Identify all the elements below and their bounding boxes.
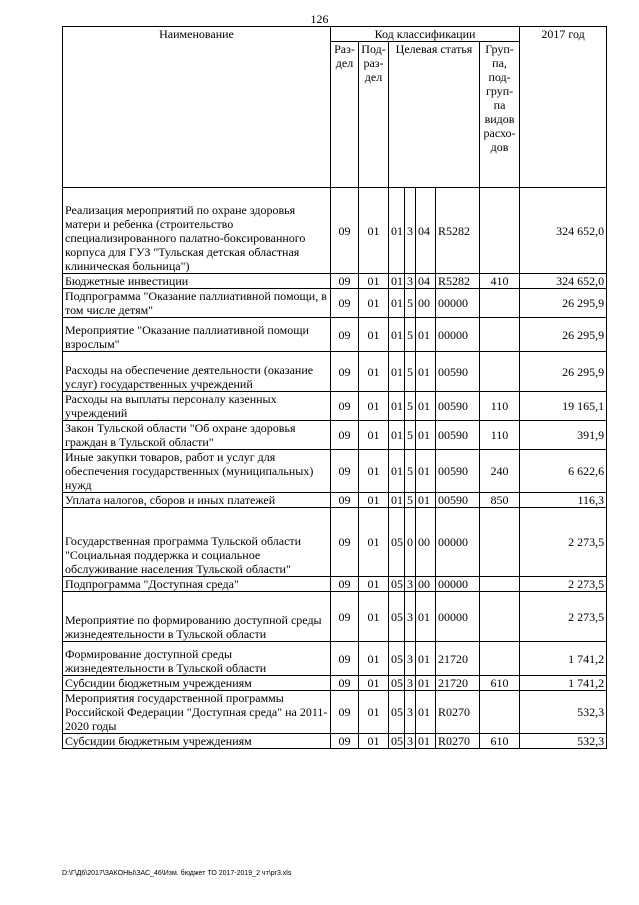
row-expense-type (480, 592, 520, 642)
row-program: 05 (389, 676, 405, 691)
row-direction: 00000 (436, 508, 480, 577)
row-event: 01 (416, 318, 436, 352)
row-event: 01 (416, 352, 436, 392)
row-section: 09 (331, 691, 359, 734)
row-program: 05 (389, 508, 405, 577)
row-subsection: 01 (359, 421, 389, 450)
row-amount: 26 295,9 (520, 289, 607, 318)
row-amount: 26 295,9 (520, 352, 607, 392)
budget-table (62, 26, 607, 749)
row-expense-type (480, 188, 520, 274)
row-amount: 2 273,5 (520, 592, 607, 642)
table-row (63, 450, 607, 493)
row-subprogram: 3 (405, 188, 416, 274)
row-subprogram: 5 (405, 392, 416, 421)
row-subsection: 01 (359, 691, 389, 734)
header-code-group: Код классификации (331, 27, 520, 42)
row-expense-type: 610 (480, 676, 520, 691)
table-row (63, 577, 607, 592)
table-row (63, 592, 607, 642)
row-section: 09 (331, 450, 359, 493)
row-program: 01 (389, 352, 405, 392)
row-subsection: 01 (359, 577, 389, 592)
row-amount: 324 652,0 (520, 274, 607, 289)
row-expense-type (480, 691, 520, 734)
row-direction: R5282 (436, 188, 480, 274)
table-row (63, 493, 607, 508)
table-row (63, 691, 607, 734)
row-amount: 2 273,5 (520, 508, 607, 577)
page-number: 126 (310, 12, 329, 26)
row-program: 01 (389, 188, 405, 274)
row-direction: 00590 (436, 392, 480, 421)
row-section: 09 (331, 274, 359, 289)
row-event: 00 (416, 508, 436, 577)
row-program: 05 (389, 691, 405, 734)
row-subprogram: 0 (405, 508, 416, 577)
row-direction: 21720 (436, 676, 480, 691)
row-amount: 26 295,9 (520, 318, 607, 352)
row-event: 01 (416, 734, 436, 749)
row-event: 00 (416, 289, 436, 318)
table-row (63, 508, 607, 577)
table-row (63, 676, 607, 691)
row-program: 01 (389, 493, 405, 508)
header-section: Раз- дел (331, 42, 359, 188)
row-expense-type: 410 (480, 274, 520, 289)
row-subsection: 01 (359, 508, 389, 577)
row-subsection: 01 (359, 392, 389, 421)
row-name: Реализация мероприятий по охране здоровья матери и ребенка (строительство специализированного палатно-боксированного корпуса для ГУЗ "Тульская детская областная клиническая больница") (63, 188, 331, 274)
row-event: 01 (416, 493, 436, 508)
row-subprogram: 5 (405, 421, 416, 450)
row-event: 00 (416, 577, 436, 592)
row-section: 09 (331, 421, 359, 450)
row-name: Мероприятие по формированию доступной среды жизнедеятельности в Тульской области (63, 592, 331, 642)
row-name: Государственная программа Тульской области "Социальная поддержка и социальное обслуживание населения Тульской области" (63, 508, 331, 577)
row-section: 09 (331, 676, 359, 691)
row-name: Мероприятие "Оказание паллиативной помощи взрослым" (63, 318, 331, 352)
row-section: 09 (331, 318, 359, 352)
row-name: Подпрограмма "Оказание паллиативной помощи, в том числе детям" (63, 289, 331, 318)
row-amount: 1 741,2 (520, 676, 607, 691)
row-event: 01 (416, 592, 436, 642)
row-direction: 00000 (436, 318, 480, 352)
row-expense-type (480, 289, 520, 318)
row-expense-type: 610 (480, 734, 520, 749)
row-program: 05 (389, 642, 405, 676)
row-event: 04 (416, 188, 436, 274)
row-subprogram: 3 (405, 592, 416, 642)
row-amount: 1 741,2 (520, 642, 607, 676)
row-amount: 2 273,5 (520, 577, 607, 592)
row-expense-type (480, 577, 520, 592)
row-expense-type (480, 642, 520, 676)
table-row (63, 392, 607, 421)
row-event: 01 (416, 421, 436, 450)
row-program: 01 (389, 392, 405, 421)
row-program: 01 (389, 421, 405, 450)
row-subprogram: 5 (405, 318, 416, 352)
row-direction: 00590 (436, 450, 480, 493)
row-program: 01 (389, 318, 405, 352)
row-direction: 00000 (436, 577, 480, 592)
row-event: 04 (416, 274, 436, 289)
row-subsection: 01 (359, 352, 389, 392)
row-program: 05 (389, 592, 405, 642)
row-direction: R5282 (436, 274, 480, 289)
row-amount: 116,3 (520, 493, 607, 508)
row-subsection: 01 (359, 450, 389, 493)
row-subsection: 01 (359, 592, 389, 642)
row-amount: 19 165,1 (520, 392, 607, 421)
row-section: 09 (331, 642, 359, 676)
table-row (63, 188, 607, 274)
row-subprogram: 5 (405, 493, 416, 508)
row-program: 01 (389, 450, 405, 493)
table-row (63, 734, 607, 749)
row-name: Расходы на выплаты персоналу казенных учреждений (63, 392, 331, 421)
row-direction: 21720 (436, 642, 480, 676)
table-row (63, 289, 607, 318)
row-expense-type (480, 352, 520, 392)
table-row (63, 318, 607, 352)
row-subprogram: 3 (405, 676, 416, 691)
row-expense-type (480, 318, 520, 352)
table-row (63, 421, 607, 450)
row-expense-type: 110 (480, 392, 520, 421)
row-direction: 00590 (436, 421, 480, 450)
row-section: 09 (331, 734, 359, 749)
row-name: Расходы на обеспечение деятельности (оказание услуг) государственных учреждений (63, 352, 331, 392)
table-row (63, 642, 607, 676)
row-direction: 00590 (436, 352, 480, 392)
row-name: Формирование доступной среды жизнедеятельности в Тульской области (63, 642, 331, 676)
row-subsection: 01 (359, 734, 389, 749)
row-expense-type: 240 (480, 450, 520, 493)
row-subsection: 01 (359, 642, 389, 676)
row-name: Закон Тульской области "Об охране здоровья граждан в Тульской области" (63, 421, 331, 450)
row-amount: 532,3 (520, 734, 607, 749)
row-section: 09 (331, 289, 359, 318)
row-direction: R0270 (436, 734, 480, 749)
row-program: 05 (389, 734, 405, 749)
header-subsection: Под- раз- дел (359, 42, 389, 188)
row-direction: 00590 (436, 493, 480, 508)
header-name: Наименование (63, 27, 331, 188)
table-row (63, 274, 607, 289)
row-program: 01 (389, 274, 405, 289)
header-year: 2017 год (520, 27, 607, 188)
row-direction: 00000 (436, 289, 480, 318)
row-section: 09 (331, 352, 359, 392)
row-event: 01 (416, 642, 436, 676)
row-event: 01 (416, 392, 436, 421)
row-event: 01 (416, 450, 436, 493)
row-program: 01 (389, 289, 405, 318)
row-name: Субсидии бюджетным учреждениям (63, 676, 331, 691)
row-subsection: 01 (359, 676, 389, 691)
row-section: 09 (331, 577, 359, 592)
row-subprogram: 5 (405, 289, 416, 318)
row-expense-type (480, 508, 520, 577)
row-subprogram: 3 (405, 577, 416, 592)
row-program: 05 (389, 577, 405, 592)
header-target: Целевая статья (389, 42, 480, 188)
row-subprogram: 3 (405, 691, 416, 734)
row-name: Субсидии бюджетным учреждениям (63, 734, 331, 749)
row-expense-type: 850 (480, 493, 520, 508)
row-direction: 00000 (436, 592, 480, 642)
row-section: 09 (331, 592, 359, 642)
row-subprogram: 3 (405, 734, 416, 749)
file-path-footer: D:\Г\Д6\2017\ЗАКОНЫ\ЗАС_46\Изм. бюджет ТО 2017-2019_2 чт\pr3.xls (62, 870, 292, 877)
row-event: 01 (416, 676, 436, 691)
header-group: Груп- па, под- груп- па видов расхо- дов (480, 42, 520, 188)
row-subsection: 01 (359, 289, 389, 318)
table-row (63, 352, 607, 392)
row-amount: 324 652,0 (520, 188, 607, 274)
row-subsection: 01 (359, 188, 389, 274)
row-event: 01 (416, 691, 436, 734)
row-section: 09 (331, 392, 359, 421)
row-subsection: 01 (359, 493, 389, 508)
row-name: Мероприятия государственной программы Российской Федерации "Доступная среда" на 2011-2020 годы (63, 691, 331, 734)
row-subsection: 01 (359, 274, 389, 289)
row-section: 09 (331, 508, 359, 577)
row-name: Бюджетные инвестиции (63, 274, 331, 289)
row-expense-type: 110 (480, 421, 520, 450)
row-amount: 391,9 (520, 421, 607, 450)
row-section: 09 (331, 188, 359, 274)
row-name: Иные закупки товаров, работ и услуг для обеспечения государственных (муниципальных) нужд (63, 450, 331, 493)
row-subprogram: 3 (405, 274, 416, 289)
row-subsection: 01 (359, 318, 389, 352)
row-direction: R0270 (436, 691, 480, 734)
row-name: Уплата налогов, сборов и иных платежей (63, 493, 331, 508)
row-amount: 532,3 (520, 691, 607, 734)
row-amount: 6 622,6 (520, 450, 607, 493)
row-section: 09 (331, 493, 359, 508)
row-name: Подпрограмма "Доступная среда" (63, 577, 331, 592)
row-subprogram: 5 (405, 352, 416, 392)
row-subprogram: 3 (405, 642, 416, 676)
row-subprogram: 5 (405, 450, 416, 493)
